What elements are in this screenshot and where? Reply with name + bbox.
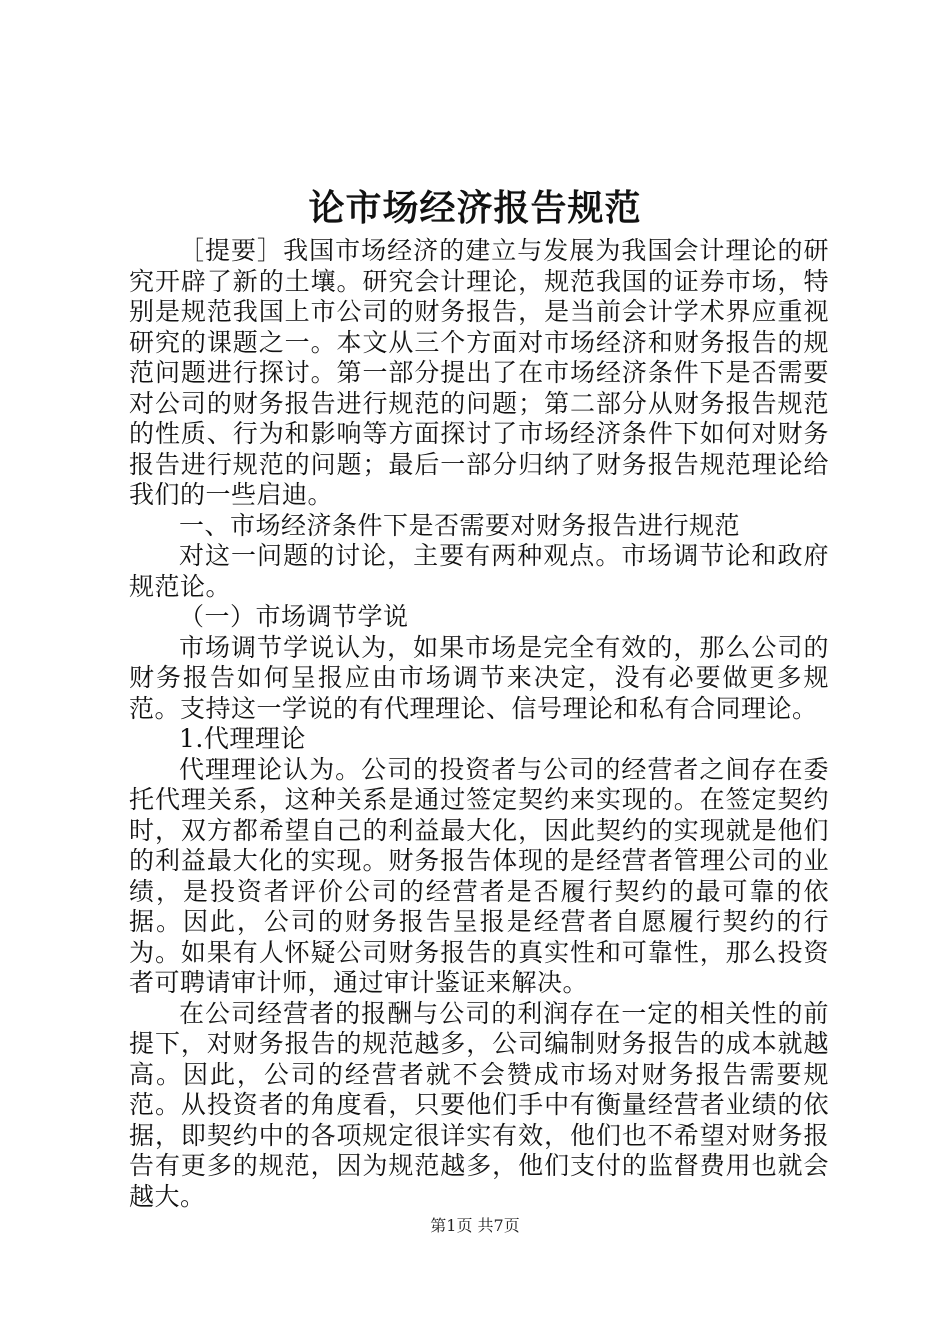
body-paragraph: 对这一问题的讨论，主要有两种观点。市场调节论和政府规范论。: [129, 541, 829, 601]
abstract-paragraph: ［提要］我国市场经济的建立与发展为我国会计理论的研究开辟了新的土壤。研究会计理论，规范我国的证券市场，特别是规范我国上市公司的财务报告，是当前会计学术界应重视研究的课题之一。本文从三个方面对市场经济和财务报告的规范问题进行探讨。第一部分提出了在市场经济条件下是否需要对公司的财务报告进行规范的问题；第二部分从财务报告规范的性质、行为和影响等方面探讨了市场经济条件下如何对财务报告进行规范的问题；最后一部分归纳了财务报告规范理论给我们的一些启迪。: [129, 236, 829, 509]
body-paragraph: 代理理论认为。公司的投资者与公司的经营者之间存在委托代理关系，这种关系是通过签定契约来实现的。在签定契约时，双方都希望自己的利益最大化，因此契约的实现就是他们的利益最大化的实现。财务报告体现的是经营者管理公司的业绩，是投资者评价公司的经营者是否履行契约的最可靠的依据。因此，公司的财务报告呈报是经营者自愿履行契约的行为。如果有人怀疑公司财务报告的真实性和可靠性，那么投资者可聘请审计师，通过审计鉴证来解决。: [129, 754, 829, 997]
document-body: [129, 236, 829, 1212]
subsection-heading: 1.代理理论: [179, 724, 306, 753]
subsection-heading: （一）市场调节学说: [179, 602, 409, 631]
body-paragraph: 市场调节学说认为，如果市场是完全有效的，那么公司的财务报告如何呈报应由市场调节来决定，没有必要做更多规范。支持这一学说的有代理理论、信号理论和私有合同理论。: [129, 632, 829, 723]
page-footer: 第1页 共7页: [430, 1216, 520, 1235]
body-paragraph: 在公司经营者的报酬与公司的利润存在一定的相关性的前提下，对财务报告的规范越多，公司编制财务报告的成本就越高。因此，公司的经营者就不会赞成市场对财务报告需要规范。从投资者的角度看，只要他们手中有衡量经营者业绩的依据，即契约中的各项规定很详实有效，他们也不希望对财务报告有更多的规范，因为规范越多，他们支付的监督费用也就会越大。: [129, 998, 829, 1211]
document-title: 论市场经济报告规范: [308, 187, 642, 229]
section-heading: 一、市场经济条件下是否需要对财务报告进行规范: [179, 510, 741, 540]
